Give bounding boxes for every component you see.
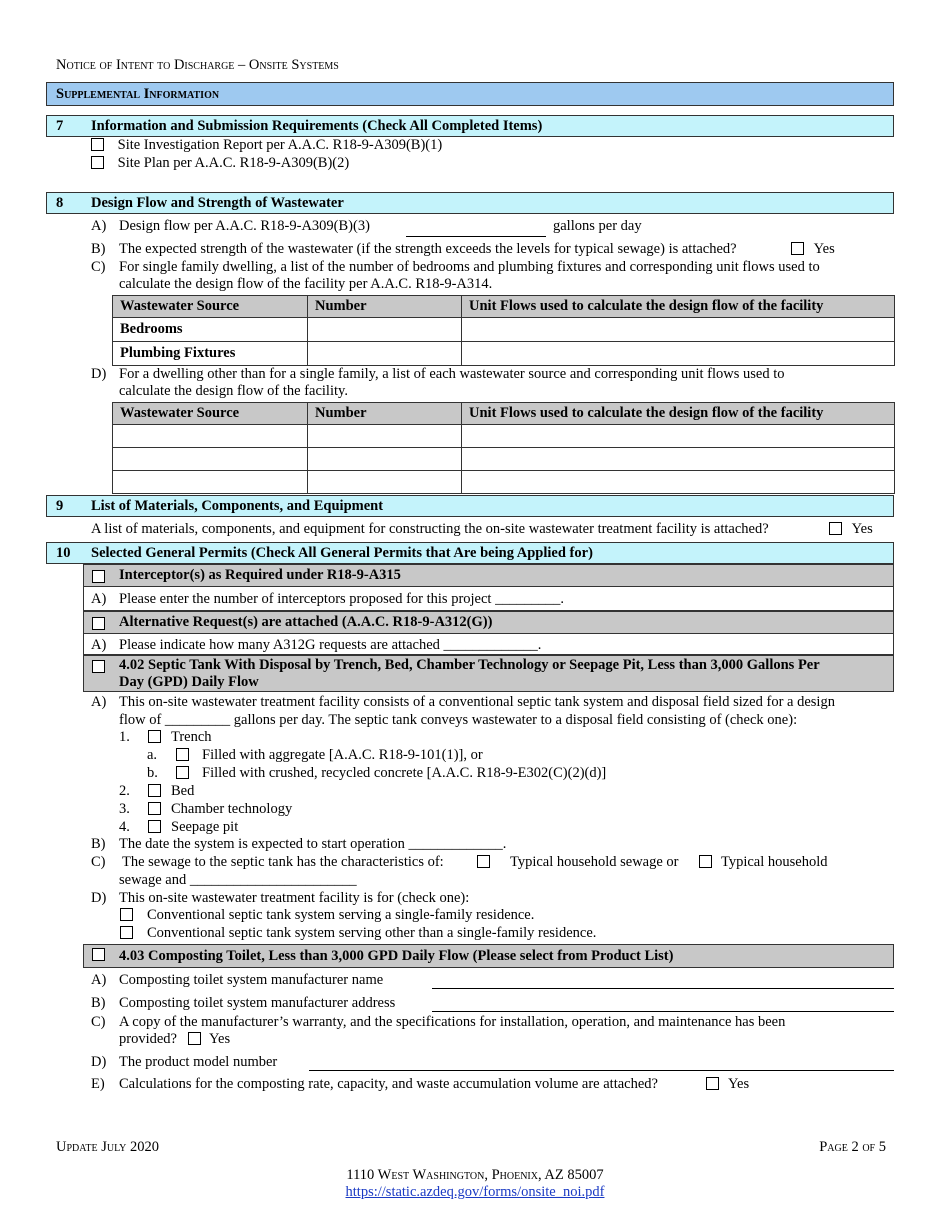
site-investigation-checkbox[interactable]	[91, 138, 104, 151]
wastewater-strength-checkbox[interactable]	[791, 242, 804, 255]
disposal-bed-option[interactable]	[148, 783, 194, 800]
sewage-characteristics-text: The sewage to the septic tank has the characteristics of:	[122, 854, 444, 870]
trench-concrete-option[interactable]	[176, 765, 606, 782]
typical-sewage-label: Typical household sewage or	[510, 854, 679, 870]
trench-aggregate-option[interactable]	[176, 747, 483, 764]
plumbing-number-cell[interactable]	[308, 342, 462, 366]
septic-a-text-line2: flow of _________ gallons per day. The septic tank conveys wastewater to a disposal field consisting of (check one):	[119, 712, 798, 728]
single-family-label: Conventional septic tank system serving a single-family residence.	[147, 907, 535, 923]
non-single-family-label: Conventional septic tank system serving other than a single-family residence.	[147, 925, 597, 941]
alternative-request-header[interactable]	[83, 611, 894, 634]
section-10-number: 10	[56, 545, 71, 561]
non-single-family-checkbox[interactable]	[120, 926, 133, 939]
footer-address: 1110 West Washington, Phoenix, AZ 85007	[346, 1167, 604, 1183]
table2-cell[interactable]	[308, 425, 462, 448]
section-8-title: Design Flow and Strength of Wastewater	[91, 195, 344, 211]
item-8b-label: B)	[91, 241, 106, 257]
disposal-bed-checkbox[interactable]	[148, 784, 161, 797]
warranty-yes-label: Yes	[209, 1031, 231, 1047]
section-10-header	[46, 542, 894, 564]
disposal-chamber-label: Chamber technology	[171, 801, 293, 817]
wastewater-strength-question: The expected strength of the wastewater (if the strength exceeds the levels for typical sewage) is attached?	[119, 241, 737, 257]
interceptor-count-text: Please enter the number of interceptors proposed for this project _________.	[119, 591, 564, 607]
footer-page-number: Page 2 of 5	[819, 1139, 886, 1155]
interceptor-permit-header[interactable]	[83, 564, 894, 587]
disposal-seepage-option[interactable]	[148, 819, 238, 836]
septic-c-label: C)	[91, 854, 106, 870]
trench-aggregate-checkbox[interactable]	[176, 748, 189, 761]
materials-list-yes-label: Yes	[851, 521, 873, 537]
calculations-question: Calculations for the composting rate, capacity, and waste accumulation volume are attached?	[119, 1076, 658, 1092]
materials-list-yes[interactable]	[829, 521, 873, 538]
table2-cell[interactable]	[308, 471, 462, 494]
trench-aggregate-label: Filled with aggregate [A.A.C. R18-9-101(1)], or	[202, 747, 483, 763]
interceptor-permit-title: Interceptor(s) as Required under R18-9-A315	[119, 567, 401, 583]
table2-cell[interactable]	[113, 471, 308, 494]
typical-sewage-option[interactable]	[477, 854, 679, 871]
calculations-yes[interactable]	[706, 1076, 749, 1093]
warranty-text-line1: A copy of the manufacturer’s warranty, and the specifications for installation, operation, and maintenance has been	[119, 1014, 786, 1030]
single-family-checkbox[interactable]	[120, 908, 133, 921]
page-header-title: Notice of Intent to Discharge – Onsite Systems	[56, 57, 339, 73]
design-flow-unit: gallons per day	[553, 218, 642, 234]
site-plan-checkbox[interactable]	[91, 156, 104, 169]
composting-toilet-permit-header[interactable]	[83, 944, 894, 968]
manufacturer-name-input[interactable]	[432, 988, 894, 989]
table1-row-label: Bedrooms	[113, 318, 308, 342]
disposal-trench-option[interactable]	[148, 729, 212, 746]
table2-header-number: Number	[308, 403, 462, 425]
site-investigation-option[interactable]	[91, 137, 442, 154]
composting-c-label: C)	[91, 1014, 106, 1030]
section-8-header	[46, 192, 894, 214]
typical-plus-checkbox[interactable]	[699, 855, 712, 868]
septic-a-label: A)	[91, 694, 107, 710]
footer-update-date: Update July 2020	[56, 1139, 160, 1155]
alternative-count-text: Please indicate how many A312G requests are attached _____________.	[119, 637, 542, 653]
footer-form-link[interactable]: https://static.azdeq.gov/forms/onsite_noi.pdf	[345, 1184, 605, 1200]
interceptor-count-row	[83, 587, 894, 611]
section-8-number: 8	[56, 195, 64, 211]
septic-tank-permit-title-line2: Day (GPD) Daily Flow	[119, 674, 259, 690]
table2-header-unit-flows: Unit Flows used to calculate the design flow of the facility	[462, 403, 895, 425]
disposal-trench-checkbox[interactable]	[148, 730, 161, 743]
interceptor-a-label: A)	[91, 591, 107, 607]
single-family-option[interactable]	[120, 907, 534, 924]
composting-toilet-permit-title: 4.03 Composting Toilet, Less than 3,000 GPD Daily Flow (Please select from Product List)	[119, 948, 674, 964]
septic-tank-permit-header[interactable]	[83, 655, 894, 692]
table1-header-source: Wastewater Source	[113, 296, 308, 318]
table2-header-source: Wastewater Source	[113, 403, 308, 425]
composting-b-label: B)	[91, 995, 106, 1011]
model-number-input[interactable]	[309, 1070, 894, 1071]
item-8c-label: C)	[91, 259, 106, 275]
alternative-a-label: A)	[91, 637, 107, 653]
manufacturer-address-input[interactable]	[432, 1011, 894, 1012]
table1-header-number: Number	[308, 296, 462, 318]
item-8d-label: D)	[91, 366, 107, 382]
manufacturer-name-label: Composting toilet system manufacturer name	[119, 972, 384, 988]
septic-b-label: B)	[91, 836, 106, 852]
calculations-yes-label: Yes	[728, 1076, 750, 1092]
typical-plus-option[interactable]	[699, 854, 828, 871]
alternative-count-row	[83, 634, 894, 655]
design-flow-input[interactable]	[406, 236, 546, 237]
disposal-chamber-checkbox[interactable]	[148, 802, 161, 815]
section-7-number: 7	[56, 118, 64, 134]
composting-a-label: A)	[91, 972, 107, 988]
single-family-flow-table	[112, 295, 895, 366]
alternative-request-checkbox[interactable]	[92, 617, 105, 630]
warranty-text-line2: provided?	[119, 1031, 177, 1047]
item-8c-text-line2: calculate the design flow of the facility per A.A.C. R18-9-A314.	[119, 276, 493, 292]
facility-type-question: This on-site wastewater treatment facility is for (check one):	[119, 890, 470, 906]
wastewater-strength-yes[interactable]	[791, 241, 835, 258]
table2-cell[interactable]	[462, 471, 895, 494]
composting-e-label: E)	[91, 1076, 105, 1092]
sewage-and-text: sewage and _______________________	[119, 872, 357, 888]
table2-cell[interactable]	[308, 448, 462, 471]
table2-cell[interactable]	[462, 448, 895, 471]
typical-plus-label: Typical household	[721, 854, 828, 870]
section-9-title: List of Materials, Components, and Equipment	[91, 498, 384, 514]
alternative-request-title: Alternative Request(s) are attached (A.A.C. R18-9-A312(G))	[119, 614, 493, 630]
septic-a-text-line1: This on-site wastewater treatment facility consists of a conventional septic tank system and disposal field sized for a design	[119, 694, 835, 710]
warranty-yes[interactable]	[188, 1031, 230, 1048]
disposal-option-num: 3.	[119, 801, 130, 817]
typical-sewage-checkbox[interactable]	[477, 855, 490, 868]
site-plan-label: Site Plan per A.A.C. R18-9-A309(B)(2)	[117, 155, 350, 171]
supplemental-info-title: Supplemental Information	[56, 86, 220, 102]
wastewater-strength-yes-label: Yes	[813, 241, 835, 257]
trench-concrete-label: Filled with crushed, recycled concrete [A.A.C. R18-9-E302(C)(2)(d)]	[202, 765, 607, 781]
bedrooms-number-cell[interactable]	[308, 318, 462, 342]
disposal-seepage-label: Seepage pit	[171, 819, 239, 835]
item-8d-text-line2: calculate the design flow of the facility.	[119, 383, 348, 399]
disposal-bed-label: Bed	[171, 783, 195, 799]
start-date-text: The date the system is expected to start operation _____________.	[119, 836, 507, 852]
manufacturer-address-label: Composting toilet system manufacturer address	[119, 995, 396, 1011]
item-8a-label: A)	[91, 218, 107, 234]
table2-cell[interactable]	[462, 425, 895, 448]
table2-cell[interactable]	[113, 448, 308, 471]
table1-row-label: Plumbing Fixtures	[113, 342, 308, 366]
section-9-number: 9	[56, 498, 64, 514]
item-8c-text-line1: For single family dwelling, a list of the number of bedrooms and plumbing fixtures and corresponding unit flows used to	[119, 259, 820, 275]
bedrooms-unit-flow-cell[interactable]	[462, 318, 895, 342]
other-dwelling-flow-table	[112, 402, 895, 494]
disposal-trench-label: Trench	[171, 729, 212, 745]
section-10-title: Selected General Permits (Check All General Permits that Are being Applied for)	[91, 545, 593, 561]
interceptor-permit-checkbox[interactable]	[92, 570, 105, 583]
model-number-label: The product model number	[119, 1054, 278, 1070]
section-9-header	[46, 495, 894, 517]
supplemental-info-bar	[46, 82, 894, 106]
septic-d-label: D)	[91, 890, 107, 906]
materials-list-question: A list of materials, components, and equipment for constructing the on-site wastewater treatment facility is attached?	[91, 521, 769, 537]
materials-list-checkbox[interactable]	[829, 522, 842, 535]
calculations-checkbox[interactable]	[706, 1077, 719, 1090]
trench-sub-option-letter: b.	[147, 765, 158, 781]
trench-concrete-checkbox[interactable]	[176, 766, 189, 779]
disposal-seepage-checkbox[interactable]	[148, 820, 161, 833]
non-single-family-option[interactable]	[120, 925, 596, 942]
design-flow-label: Design flow per A.A.C. R18-9-A309(B)(3)	[119, 218, 370, 234]
item-8d-text-line1: For a dwelling other than for a single family, a list of each wastewater source and corresponding unit flows used to	[119, 366, 785, 382]
composting-d-label: D)	[91, 1054, 107, 1070]
table1-header-unit-flows: Unit Flows used to calculate the design flow of the facility	[462, 296, 895, 318]
disposal-option-num: 4.	[119, 819, 130, 835]
disposal-option-num: 1.	[119, 729, 130, 745]
section-7-title: Information and Submission Requirements (Check All Completed Items)	[91, 118, 543, 134]
disposal-option-num: 2.	[119, 783, 130, 799]
warranty-checkbox[interactable]	[188, 1032, 201, 1045]
septic-tank-permit-checkbox[interactable]	[92, 660, 105, 673]
disposal-chamber-option[interactable]	[148, 801, 292, 818]
septic-tank-permit-title-line1: 4.02 Septic Tank With Disposal by Trench, Bed, Chamber Technology or Seepage Pit, Less than 3,000 Gallons Per	[119, 657, 820, 673]
plumbing-unit-flow-cell[interactable]	[462, 342, 895, 366]
site-investigation-label: Site Investigation Report per A.A.C. R18-9-A309(B)(1)	[117, 137, 443, 153]
trench-sub-option-letter: a.	[147, 747, 158, 763]
section-7-header	[46, 115, 894, 137]
composting-toilet-permit-checkbox[interactable]	[92, 948, 105, 961]
table2-cell[interactable]	[113, 425, 308, 448]
site-plan-option[interactable]	[91, 155, 349, 172]
